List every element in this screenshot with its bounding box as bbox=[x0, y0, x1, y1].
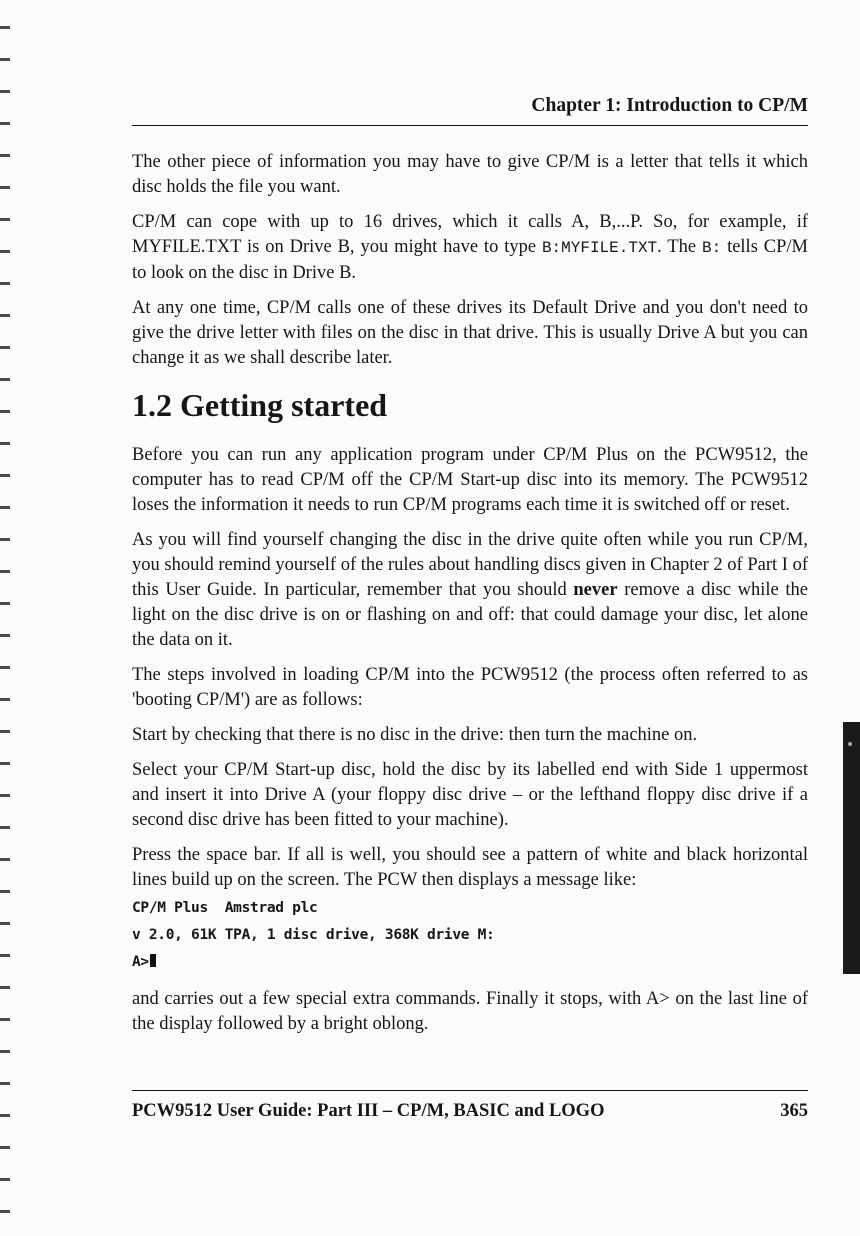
text-run: CP/M can cope with up to 16 drives, which it calls A, B,...P. So, for example, if MYFILE.TXT is on Drive B, you might have to type bbox=[132, 212, 808, 257]
inline-code-drive: B: bbox=[701, 239, 722, 257]
binding-edge bbox=[0, 0, 10, 1236]
paragraph-disc-rules bbox=[132, 528, 808, 653]
text-run: tells CP/M to look on the disc in Drive B. bbox=[132, 237, 808, 283]
thumb-index-tab bbox=[843, 722, 860, 974]
page-body bbox=[132, 150, 808, 1047]
paragraph-step-space: Press the space bar. If all is well, you should see a pattern of white and black horizontal lines build up on the screen. The PCW then displays a message like: bbox=[132, 845, 808, 890]
paragraph-booting-steps: The steps involved in loading CP/M into the PCW9512 (the process often referred to as 'booting CP/M') are as follows: bbox=[132, 665, 808, 710]
paragraph-before-run: Before you can run any application program under CP/M Plus on the PCW9512, the computer has to read CP/M off the CP/M Start-up disc into its memory. The PCW9512 loses the information it needs to run CP/M programs each time it is switched off or reset. bbox=[132, 445, 808, 515]
inline-code-filename: B:MYFILE.TXT bbox=[541, 239, 658, 257]
screen-prompt bbox=[132, 953, 808, 971]
cursor-block bbox=[150, 954, 156, 967]
paragraph-finally: and carries out a few special extra commands. Finally it stops, with A> on the last line of the display followed by a bright oblong. bbox=[132, 989, 808, 1034]
running-footer bbox=[132, 1096, 808, 1126]
paragraph-step-insert: Select your CP/M Start-up disc, hold the disc by its labelled end with Side 1 uppermost and insert it into Drive A (your floppy disc drive – or the lefthand floppy disc drive if a second disc drive has been fitted to your machine). bbox=[132, 760, 808, 830]
running-header: Chapter 1: Introduction to CP/M bbox=[531, 95, 808, 116]
paragraph-drive-letter: The other piece of information you may have to give CP/M is a letter that tells it which disc holds the file you want. bbox=[132, 152, 808, 197]
paragraph-drives bbox=[132, 210, 808, 286]
page-number: 365 bbox=[780, 1101, 808, 1121]
paragraph-default-drive: At any one time, CP/M calls one of these drives its Default Drive and you don't need to give the drive letter with files on the disc in that drive. This is usually Drive A but you can change it as we shall describe later. bbox=[132, 298, 808, 368]
text-run: As you will find yourself changing the disc in the drive quite often while you run CP/M, you should remind yourself of the rules about handling discs given in Chapter 2 of Part I of this User Guide. In particular, remember that you should bbox=[132, 530, 808, 600]
footer-rule bbox=[132, 1090, 808, 1091]
screen-output bbox=[132, 899, 808, 971]
paragraph-step-check: Start by checking that there is no disc in the drive: then turn the machine on. bbox=[132, 725, 698, 745]
thumb-tab-mark bbox=[848, 742, 852, 746]
text-run: . The bbox=[657, 237, 702, 257]
footer-book-title: PCW9512 User Guide: Part III – CP/M, BASIC and LOGO bbox=[132, 1101, 605, 1121]
prompt-text: A> bbox=[132, 954, 149, 970]
section-heading: 1.2 Getting started bbox=[132, 387, 388, 423]
emphasis-never: never bbox=[573, 580, 618, 600]
text-run: remove a disc while the light on the disc drive is on or flashing on and off: that could damage your disc, let alone the data on it. bbox=[132, 580, 808, 650]
screen-line: v 2.0, 61K TPA, 1 disc drive, 368K drive M: bbox=[132, 927, 495, 943]
header-rule bbox=[132, 125, 808, 126]
screen-line: CP/M Plus Amstrad plc bbox=[132, 900, 318, 916]
